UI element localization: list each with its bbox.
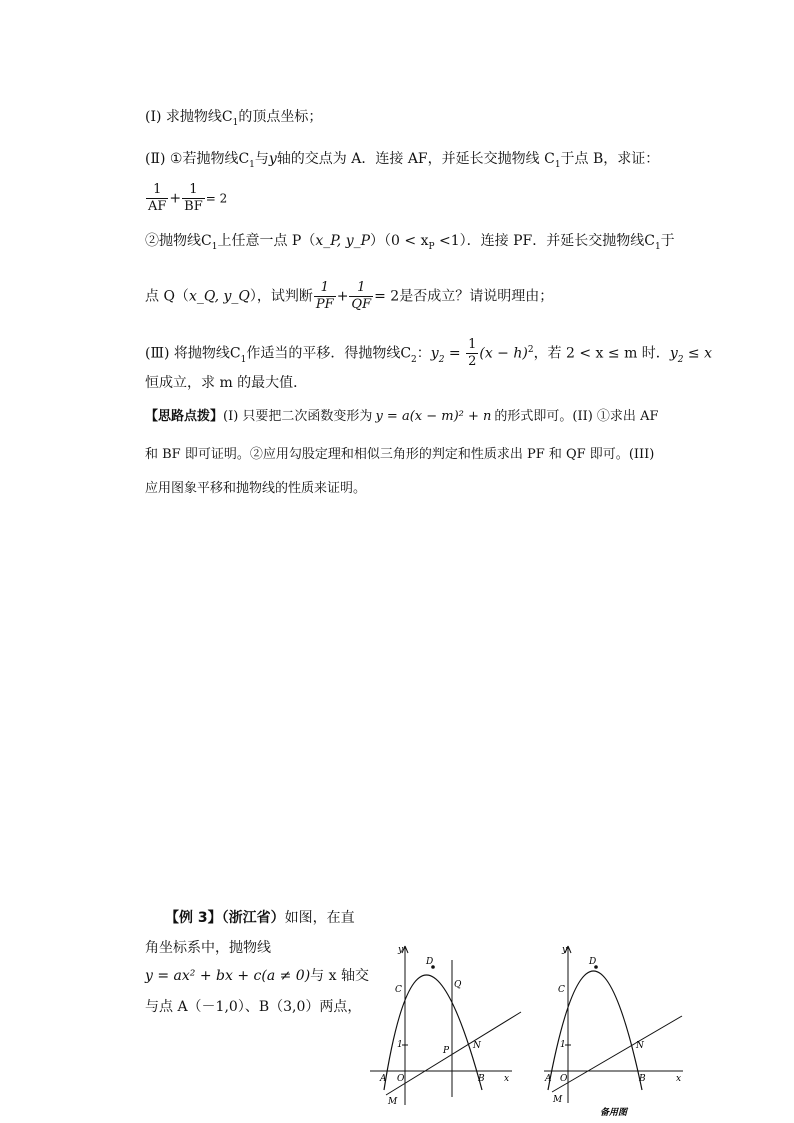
equals: = 2 (374, 288, 400, 305)
hint-line1 (145, 407, 658, 427)
example-text: 如图，在直 (284, 910, 355, 926)
subscript: 1 (211, 242, 218, 252)
hint-text: 应用图象平移和抛物线的性质来证明。 (145, 481, 367, 496)
label-x: x (676, 1074, 682, 1084)
label-a: A (380, 1074, 387, 1084)
example-line3 (145, 966, 369, 986)
example-text: 角坐标系中，抛物线 (145, 940, 271, 956)
hint-text: (I) 只要把二次函数变形为 (223, 409, 373, 424)
fraction-equation (145, 182, 227, 215)
denominator: BF (184, 199, 203, 214)
hint-text: 的形式即可。(II) ①求出 AF (494, 409, 659, 424)
superscript: 2 (527, 344, 534, 355)
part2-2-text: ②抛物线C (145, 233, 212, 249)
part2-text: 于点 B，求证： (560, 151, 660, 167)
denominator: AF (148, 199, 167, 214)
label-p: P (443, 1046, 450, 1056)
example-label: 【例 3】（浙江省） (165, 910, 285, 926)
label-m: M (388, 1097, 398, 1107)
label-one: 1 (560, 1040, 566, 1050)
part2-2-text: 上任意一点 P（ (217, 233, 316, 249)
coord-q: x_Q, y_Q (188, 288, 250, 305)
parabola-figure-main (364, 940, 529, 1110)
plus-sign: + (169, 190, 182, 207)
label-one: 1 (397, 1040, 403, 1050)
label-d: D (426, 957, 434, 967)
var-y: y (268, 151, 277, 167)
part2-text: (Ⅱ) ①若抛物线C (145, 151, 250, 167)
subscript: 2 (677, 354, 684, 365)
expression: (x − h) (479, 345, 528, 362)
equals: = 2 (205, 191, 228, 206)
label-b: B (478, 1074, 485, 1084)
label-d: D (589, 957, 597, 967)
label-o: O (560, 1074, 568, 1084)
example-text: 与点 A（－1,0）、B（3,0）两点， (145, 999, 362, 1015)
hint-text: 和 BF 即可证明。②应用勾股定理和相似三角形的判定和性质求出 PF 和 QF 即可。(III) (145, 447, 655, 462)
part3-text: ，若 2 < x ≤ m 时． (533, 345, 670, 362)
part3-line2 (145, 373, 307, 393)
part2-3-text: ），试判断 (249, 288, 313, 305)
label-n: N (473, 1041, 481, 1051)
example-formula: y = ax² + bx + c(a ≠ 0) (145, 968, 311, 984)
label-m: M (553, 1095, 563, 1105)
part2-2-text: ）（0 < x (370, 233, 429, 249)
part3-text: 恒成立，求 m 的最大值． (145, 375, 308, 391)
part2-3-text: 点 Q（ (145, 288, 189, 305)
part3-text: ： (416, 345, 431, 362)
inequality: ≤ x (683, 345, 712, 362)
subscript: 2 (438, 354, 445, 365)
denominator: PF (315, 297, 334, 312)
line-mn (552, 1016, 682, 1092)
part2-2-text: 于 (660, 233, 675, 249)
numerator: 1 (357, 280, 366, 295)
var-y: y (669, 345, 678, 362)
equals: = (444, 345, 466, 362)
label-c: C (558, 985, 565, 995)
example-line1 (165, 908, 355, 928)
label-y: y (562, 945, 568, 955)
part2-3-text: 是否成立？请说明理由； (399, 288, 554, 305)
part2-text: 轴的交点为 A．连接 AF，并延长交抛物线 C (276, 151, 555, 167)
numerator: 1 (189, 182, 198, 197)
subscript: 1 (654, 242, 661, 252)
example-line4 (145, 997, 361, 1017)
part2-3-line (145, 280, 553, 313)
coord-p: x_P, y_P (315, 233, 371, 249)
subscript: P (428, 242, 435, 252)
part3-text: 作适当的平移．得抛物线C (246, 345, 412, 362)
part2-line (145, 149, 659, 171)
part2-2-line (145, 231, 675, 253)
part1-line (145, 107, 322, 129)
numerator: 1 (468, 337, 477, 352)
part3-line (145, 337, 712, 370)
numerator: 1 (320, 280, 329, 295)
example-line2 (145, 938, 271, 958)
label-n: N (636, 1041, 644, 1051)
var-y: y (430, 345, 439, 362)
denominator: QF (351, 297, 372, 312)
subscript: 1 (232, 118, 239, 128)
part2-text: 与 (254, 151, 269, 167)
label-b: B (639, 1074, 646, 1084)
label-y: y (398, 945, 404, 955)
figure-caption: 备用图 (600, 1108, 628, 1118)
fraction (146, 182, 168, 215)
denominator: 2 (468, 354, 477, 369)
subscript: 1 (249, 160, 255, 170)
part2-2-text: <1）．连接 PF．并延长交抛物线C (434, 233, 655, 249)
parabola-figure-spare (540, 940, 690, 1120)
part3-text: (Ⅲ) 将抛物线C (145, 345, 241, 362)
part1-text: (Ⅰ) 求抛物线C (145, 109, 233, 125)
hint-formula: y = a(x − m)² + n (375, 409, 492, 424)
label-c: C (395, 985, 402, 995)
subscript: 1 (240, 354, 247, 365)
fraction (182, 182, 205, 215)
numerator: 1 (153, 182, 162, 197)
fraction (314, 280, 336, 313)
plus-sign: + (336, 288, 349, 305)
hint-line3 (145, 479, 366, 499)
example-text: 与 x 轴交 (310, 968, 369, 984)
subscript: 1 (554, 160, 561, 170)
fraction (349, 280, 373, 313)
hint-line2 (145, 445, 654, 465)
fraction (466, 337, 478, 370)
label-a: A (545, 1074, 552, 1084)
label-x: x (504, 1074, 510, 1084)
hint-label: 【思路点拨】 (145, 409, 224, 424)
subscript: 2 (411, 354, 417, 365)
label-q: Q (454, 980, 462, 990)
part1-tail: 的顶点坐标； (238, 109, 323, 125)
line-mn (386, 1012, 521, 1095)
label-o: O (397, 1074, 405, 1084)
